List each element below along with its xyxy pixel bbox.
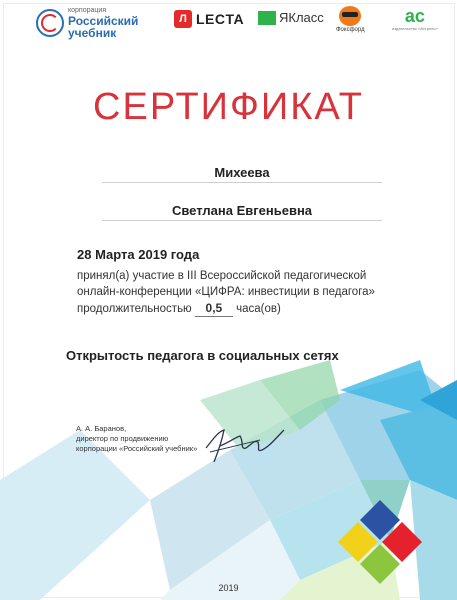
presentation-topic: Открытость педагога в социальных сетях — [66, 348, 339, 363]
foxford-logo — [336, 6, 365, 33]
fox-mascot-icon — [339, 6, 361, 26]
recipient-surname: Михеева — [102, 165, 382, 183]
participation-text — [77, 268, 397, 317]
certificate-title: СЕРТИФИКАТ — [93, 86, 364, 128]
logo-corp-name: Российский учебник — [68, 14, 139, 40]
duration-label: продолжительностью — [77, 303, 192, 315]
signatory-position-line-1: директор по продвижению — [76, 434, 169, 443]
yaklass-logo — [258, 10, 324, 25]
polygon-background-art — [0, 360, 457, 600]
duration-hours: 0,5 — [195, 300, 233, 317]
lecta-logo — [174, 10, 244, 28]
russian-textbook-mark-icon — [36, 9, 64, 37]
yaklass-wordmark: ЯКласс — [279, 10, 324, 25]
logo-corp-caption: корпорация — [68, 7, 107, 14]
signatory-block — [76, 424, 197, 454]
certificate-year: 2019 — [218, 583, 239, 593]
recipient-given-names: Светлана Евгеньевна — [102, 203, 382, 221]
astrel-caption: издательство «Астрель» — [392, 26, 438, 31]
partner-logos — [0, 4, 457, 40]
lecta-wordmark: LECTA — [196, 11, 245, 27]
foxford-wordmark: Фоксфорд — [336, 27, 365, 33]
russian-textbook-logo — [36, 6, 138, 39]
duration-unit: часа(ов) — [236, 303, 281, 315]
yaklass-mark-icon — [258, 11, 276, 25]
signatory-position-line-2: корпорации «Российский учебник» — [76, 444, 198, 453]
participation-line-1: принял(а) участие в III Всероссийской педагогической — [77, 270, 367, 282]
lecta-mark-icon: Л — [174, 10, 192, 28]
signatory-name: А. А. Баранов, — [76, 424, 127, 433]
participation-line-2: онлайн-конференции «ЦИФРА: инвестиции в педагога» — [77, 286, 375, 298]
event-date: 28 Марта 2019 года — [77, 247, 200, 262]
duration-line — [77, 300, 397, 317]
astrel-logo — [392, 6, 438, 31]
astrel-wordmark: ас — [404, 6, 425, 26]
handwritten-signature — [200, 418, 290, 468]
